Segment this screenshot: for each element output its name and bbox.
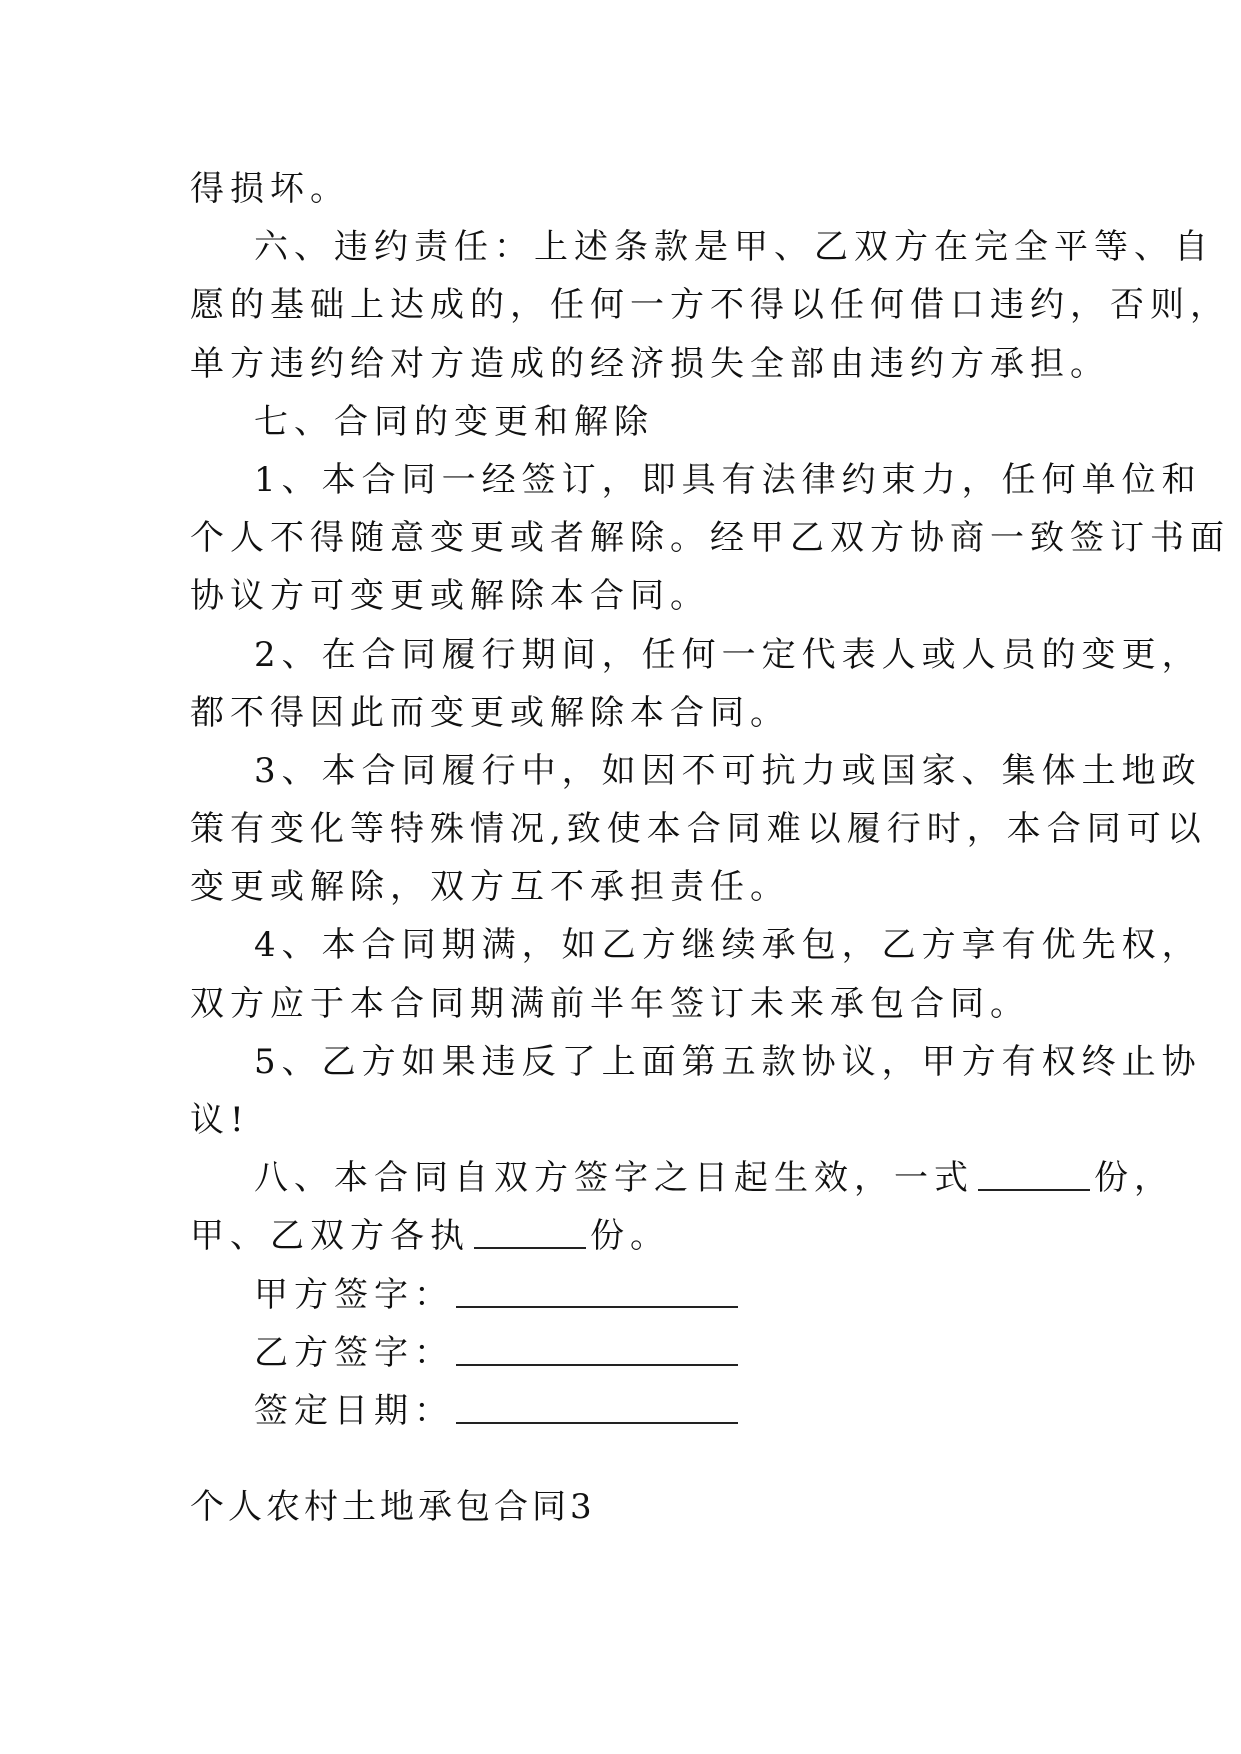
- party-a-signature-label: 甲方签字：: [254, 1274, 454, 1315]
- sign-date-row: [190, 1382, 1070, 1440]
- next-section-title: 个人农村土地承包合同3: [190, 1487, 596, 1527]
- paragraph-line: 协议方可变更或解除本合同。: [190, 576, 710, 617]
- clause-3: 3、本合同履行中，如因不可抗力或国家、集体土地政: [254, 750, 1202, 791]
- party-b-signature-blank: [456, 1334, 738, 1366]
- contract-body: [190, 160, 1230, 1440]
- paragraph-line: 双方应于本合同期满前半年签订未来承包合同。: [190, 983, 1030, 1024]
- clause-2: 2、在合同履行期间，任何一定代表人或人员的变更，: [254, 634, 1202, 675]
- paragraph-line: 得损坏。: [190, 169, 350, 209]
- paragraph-line: 议!: [190, 1100, 250, 1140]
- each-holds-text: 甲、乙双方各执: [190, 1216, 470, 1257]
- party-b-signature-label: 乙方签字：: [254, 1332, 454, 1373]
- paragraph-line: 策有变化等特殊情况,致使本合同难以履行时，本合同可以: [190, 809, 1207, 850]
- each-holds-suffix: 份。: [590, 1216, 670, 1257]
- paragraph-line: 个人不得随意变更或者解除。经甲乙双方协商一致签订书面: [190, 518, 1230, 559]
- sign-date-label: 签定日期：: [254, 1390, 454, 1431]
- effectiveness-clause: [190, 1149, 1174, 1207]
- clause-4: 4、本合同期满，如乙方继续承包，乙方享有优先权，: [254, 925, 1202, 966]
- paragraph-line: [190, 1207, 1070, 1265]
- paragraph-line: 愿的基础上达成的，任何一方不得以任何借口违约，否则，: [190, 285, 1230, 326]
- copies-suffix: 份，: [1094, 1158, 1174, 1199]
- copies-blank: [978, 1159, 1090, 1191]
- paragraph-line: 变更或解除，双方互不承担责任。: [190, 867, 790, 908]
- clause-5: 5、乙方如果违反了上面第五款协议，甲方有权终止协: [254, 1041, 1202, 1082]
- sign-date-blank: [456, 1392, 738, 1424]
- paragraph-line: 单方违约给对方造成的经济损失全部由违约方承担。: [190, 343, 1110, 384]
- copies-text: 八、本合同自双方签字之日起生效，一式: [254, 1158, 974, 1199]
- paragraph-line: 都不得因此而变更或解除本合同。: [190, 692, 790, 733]
- section-heading: 七、合同的变更和解除: [254, 401, 654, 442]
- breach-liability-clause: 六、违约责任：上述条款是甲、乙双方在完全平等、自: [254, 227, 1214, 268]
- party-b-signature-row: [190, 1324, 1070, 1382]
- party-a-signature-row: [190, 1266, 1070, 1324]
- clause-1: 1、本合同一经签订，即具有法律约束力，任何单位和: [254, 459, 1202, 500]
- party-a-signature-blank: [456, 1276, 738, 1308]
- each-holds-blank: [474, 1217, 586, 1249]
